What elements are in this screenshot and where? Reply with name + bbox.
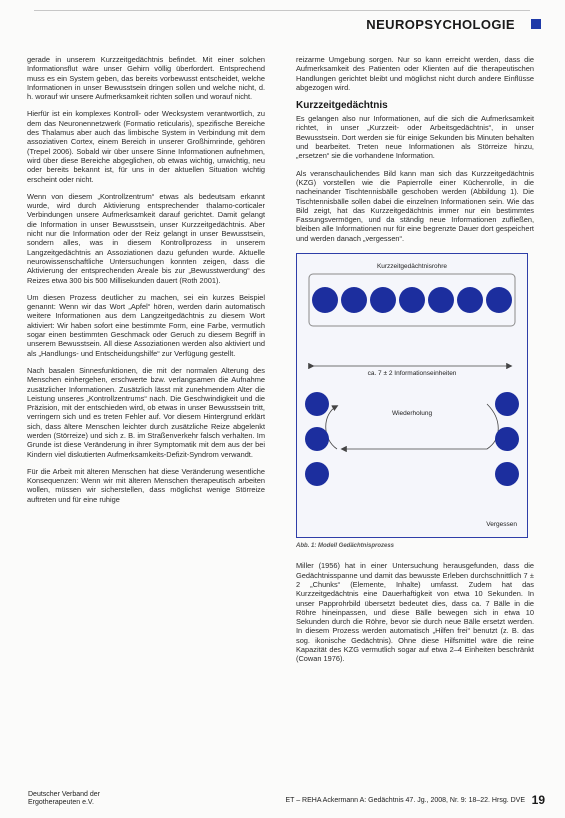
citation: ET – REHA Ackermann A: Gedächtnis 47. Jg., 2008, Nr. 9: 18–22. Hrsg. DVE [285,797,525,804]
page-number: 19 [531,793,545,807]
ball-outside [305,427,329,451]
memory-model-figure [296,253,528,538]
publisher-line: Ergotherapeuten e.V. [28,799,94,806]
ball-in-tube [312,287,338,313]
ball-outside [495,462,519,486]
tube-label: Kurzzeitgedächtnisrohre [376,263,448,271]
header-rule [34,10,530,11]
header-square-icon [531,19,541,29]
forget-label: Vergessen [486,520,517,528]
ball-in-tube [370,287,396,313]
repeat-label: Wiederholung [391,410,433,418]
right-column [296,55,534,672]
ball-outside [305,392,329,416]
paragraph: Als veranschaulichendes Bild kann man sich das Kurzzeitgedächtnis (KZG) vorstellen wie die Papierrolle einer Küchenrolle, in die nacheinander Tischtennisbälle geschoben werden (Abbildung 1). Die Tischtennisbälle sollen dabei die einzelnen Informationen sein. Wie das Bild zeigt, hat das Kurzzeitgedächtnis immer nur ein bestimmtes Fassungsvermögen, und da ständig neue Informationen zufließen, bleiben alle Informationen nur für eine begrenzte Dauer dort gespeichert und werden danach „vergessen“. [296,168,534,243]
ball-in-tube [399,287,425,313]
publisher-line: Deutscher Verband der [28,791,100,798]
publisher [28,791,100,807]
paragraph: Nach basalen Sinnesfunktionen, die mit der normalen Alterung des Menschen einhergehen, erschwerte bzw. verlangsamen die Aufnahme zusätzlicher Informationen. Zusätzlich lässt mit zunehmendem Alter die Leistung unseres „Kontrollzentrums“ nach. Die Geschwindigkeit und die Präzision, mit der entschieden wird, ob etwas in unser Bewusstsein tritt, verringern sich und es treten Fehler auf. Vor diesem Hintergrund erklärt sich, dass ältere Menschen leichter durch zusätzliche Reize abgelenkt werden (Störreize) und sich z. B. im Straßenverkehr falsch verhalten. Im Grunde ist diese Veränderung in ihrer Symptomatik mit dem aus der bei Kindern viel diskutierten Aufmerksamkeits-Defizit-Syndrom verwandt. [27,365,265,459]
ball-in-tube [428,287,454,313]
ball-outside [495,392,519,416]
ball-in-tube [341,287,367,313]
section-title: NEUROPSYCHOLOGIE [366,17,515,32]
paragraph: Für die Arbeit mit älteren Menschen hat diese Veränderung wesentliche Konsequenzen: Wenn wir mit älteren Menschen therapeutisch arbeiten wollen, müssen wir sicherstellen, dass möglichst wenige Störreize auftreten und für eine ruhige [27,466,265,504]
paragraph: reizarme Umgebung sorgen. Nur so kann erreicht werden, dass die Aufmerksamkeit des Patienten oder Klienten auf die therapeutischen Handlungen gerichtet bleibt und möglichst nicht durch andere Einflüsse abgezogen wird. [296,55,534,92]
figure-caption: Abb. 1: Modell Gedächtnisprozess [296,543,395,550]
paragraph: gerade in unserem Kurzzeitgedächtnis befindet. Mit einer solchen Informationsflut wäre unser Gehirn völlig überfordert. Entsprechend muss es ein System geben, das bereits vorbewusst entscheidet, welche Informationen in unser Bewusstsein dringen sollen und welche nicht, d. h. worauf wir unsere Aufmerksamkeit richten sollen und worauf nicht. [27,55,265,102]
paragraph: Miller (1956) hat in einer Untersuchung herausgefunden, dass die Gedächtnisspanne und damit das bewusste Erleben durchschnittlich 7 ± 2 „Chunks“ (Elemente, Inhalte) umfasst. Zudem hat das Kurzzeitgedächtnis eine Dauerhaftigkeit von etwa 10 Sekunden. In unser Papprohrbild übersetzt bedeutet dies, dass ca. 7 Bälle in die Röhre hineinpassen, und diese Bälle bewegen sich in etwa 10 Sekunden durch die Röhre, bevor sie durch neue Bälle ersetzt werden. In diesem Prozess werden automatisch „Hilfen frei“ benutzt (z. B. das sog. ikonische Gedächtnis). Ohne diese Hilfsmittel wäre die reine Kapazität des KZG vermutlich sogar auf etwa 2–4 Einheiten beschränkt (Cowan 1976). [296,561,534,664]
ball-in-tube [486,287,512,313]
paragraph: Wenn von diesem „Kontrollzentrum“ etwas als bedeutsam erkannt wurde, wird durch Aktivierung entsprechender thalamo-corticaler Verbindungen unsere Aufmerksamkeit darauf gerichtet. Damit gelangt die Information in unser Bewusstsein, unser Kurzzeitgedächtnis. Aber nicht nur die Information oder der Reiz gelangt in unser Bewusstsein, sondern alles, was in diesem Kontrollprozess in unserem Langzeitgedächtnis an Assoziationen dazu gefunden wurde. Aktuelle neurowissenschaftliche Untersuchungen konnten zeigen, dass die Aktivierung der entsprechenden Areale bis zur „Bewusstwerdung“ des Reizes etwa 300 bis 500 Millisekunden dauert (Roth 2001). [27,191,265,285]
paragraph: Um diesen Prozess deutlicher zu machen, sei ein kurzes Beispiel genannt: Wenn wir das Wort „Apfel“ hören, werden darin automatisch weitere Informationen aus dem Langzeitgedächtnis zu diesem Wort aktiviert: Wir haben sofort eine bestimmte Form, eine Farbe, vermutlich sogar einen bestimmten Geschmack oder Geruch zu diesem Begriff in unserem Bewusstsein. All diese Assoziationen werden also aktiviert und als „Handlungs- und Entscheidungshilfe“ zur Verfügung gestellt. [27,292,265,358]
ball-in-tube [457,287,483,313]
memory-model-diagram [297,254,527,537]
ball-outside [495,427,519,451]
left-column [27,55,265,512]
paragraph: Hierfür ist ein komplexes Kontroll- oder Wecksystem verantwortlich, zu dem das Neuronennetzwerk (Formatio reticularis), spezifische Bereiche des Thalamus aber auch das limbische System in Verbindung mit dem assoziativen Cortex, einem Bereich in unserer Großhirnrinde, gehören (Trepel 2006). Sobald wir über unsere Sinne Informationen aufnehmen, wird über diese Bereiche abgeglichen, ob etwas wichtig, unwichtig, neu oder bereits bekannt ist, für uns in der aktuellen Situation wichtig erscheint oder nicht. [27,109,265,184]
capacity-label: ca. 7 ± 2 Informationseinheiten [367,370,457,378]
subheading: Kurzzeitgedächtnis [296,100,388,112]
paragraph: Es gelangen also nur Informationen, auf die sich die Aufmerksamkeit richtet, in unser „Kurzzeit- oder Arbeitsgedächtnis“, in unser Bewusstsein. Dort werden sie für einige Sekunden bis Minuten behalten und bearbeitet. Treten neue Informationen als Störreize hinzu, „ersetzen“ sie die vorhandene Information. [296,114,534,161]
ball-outside [305,462,329,486]
